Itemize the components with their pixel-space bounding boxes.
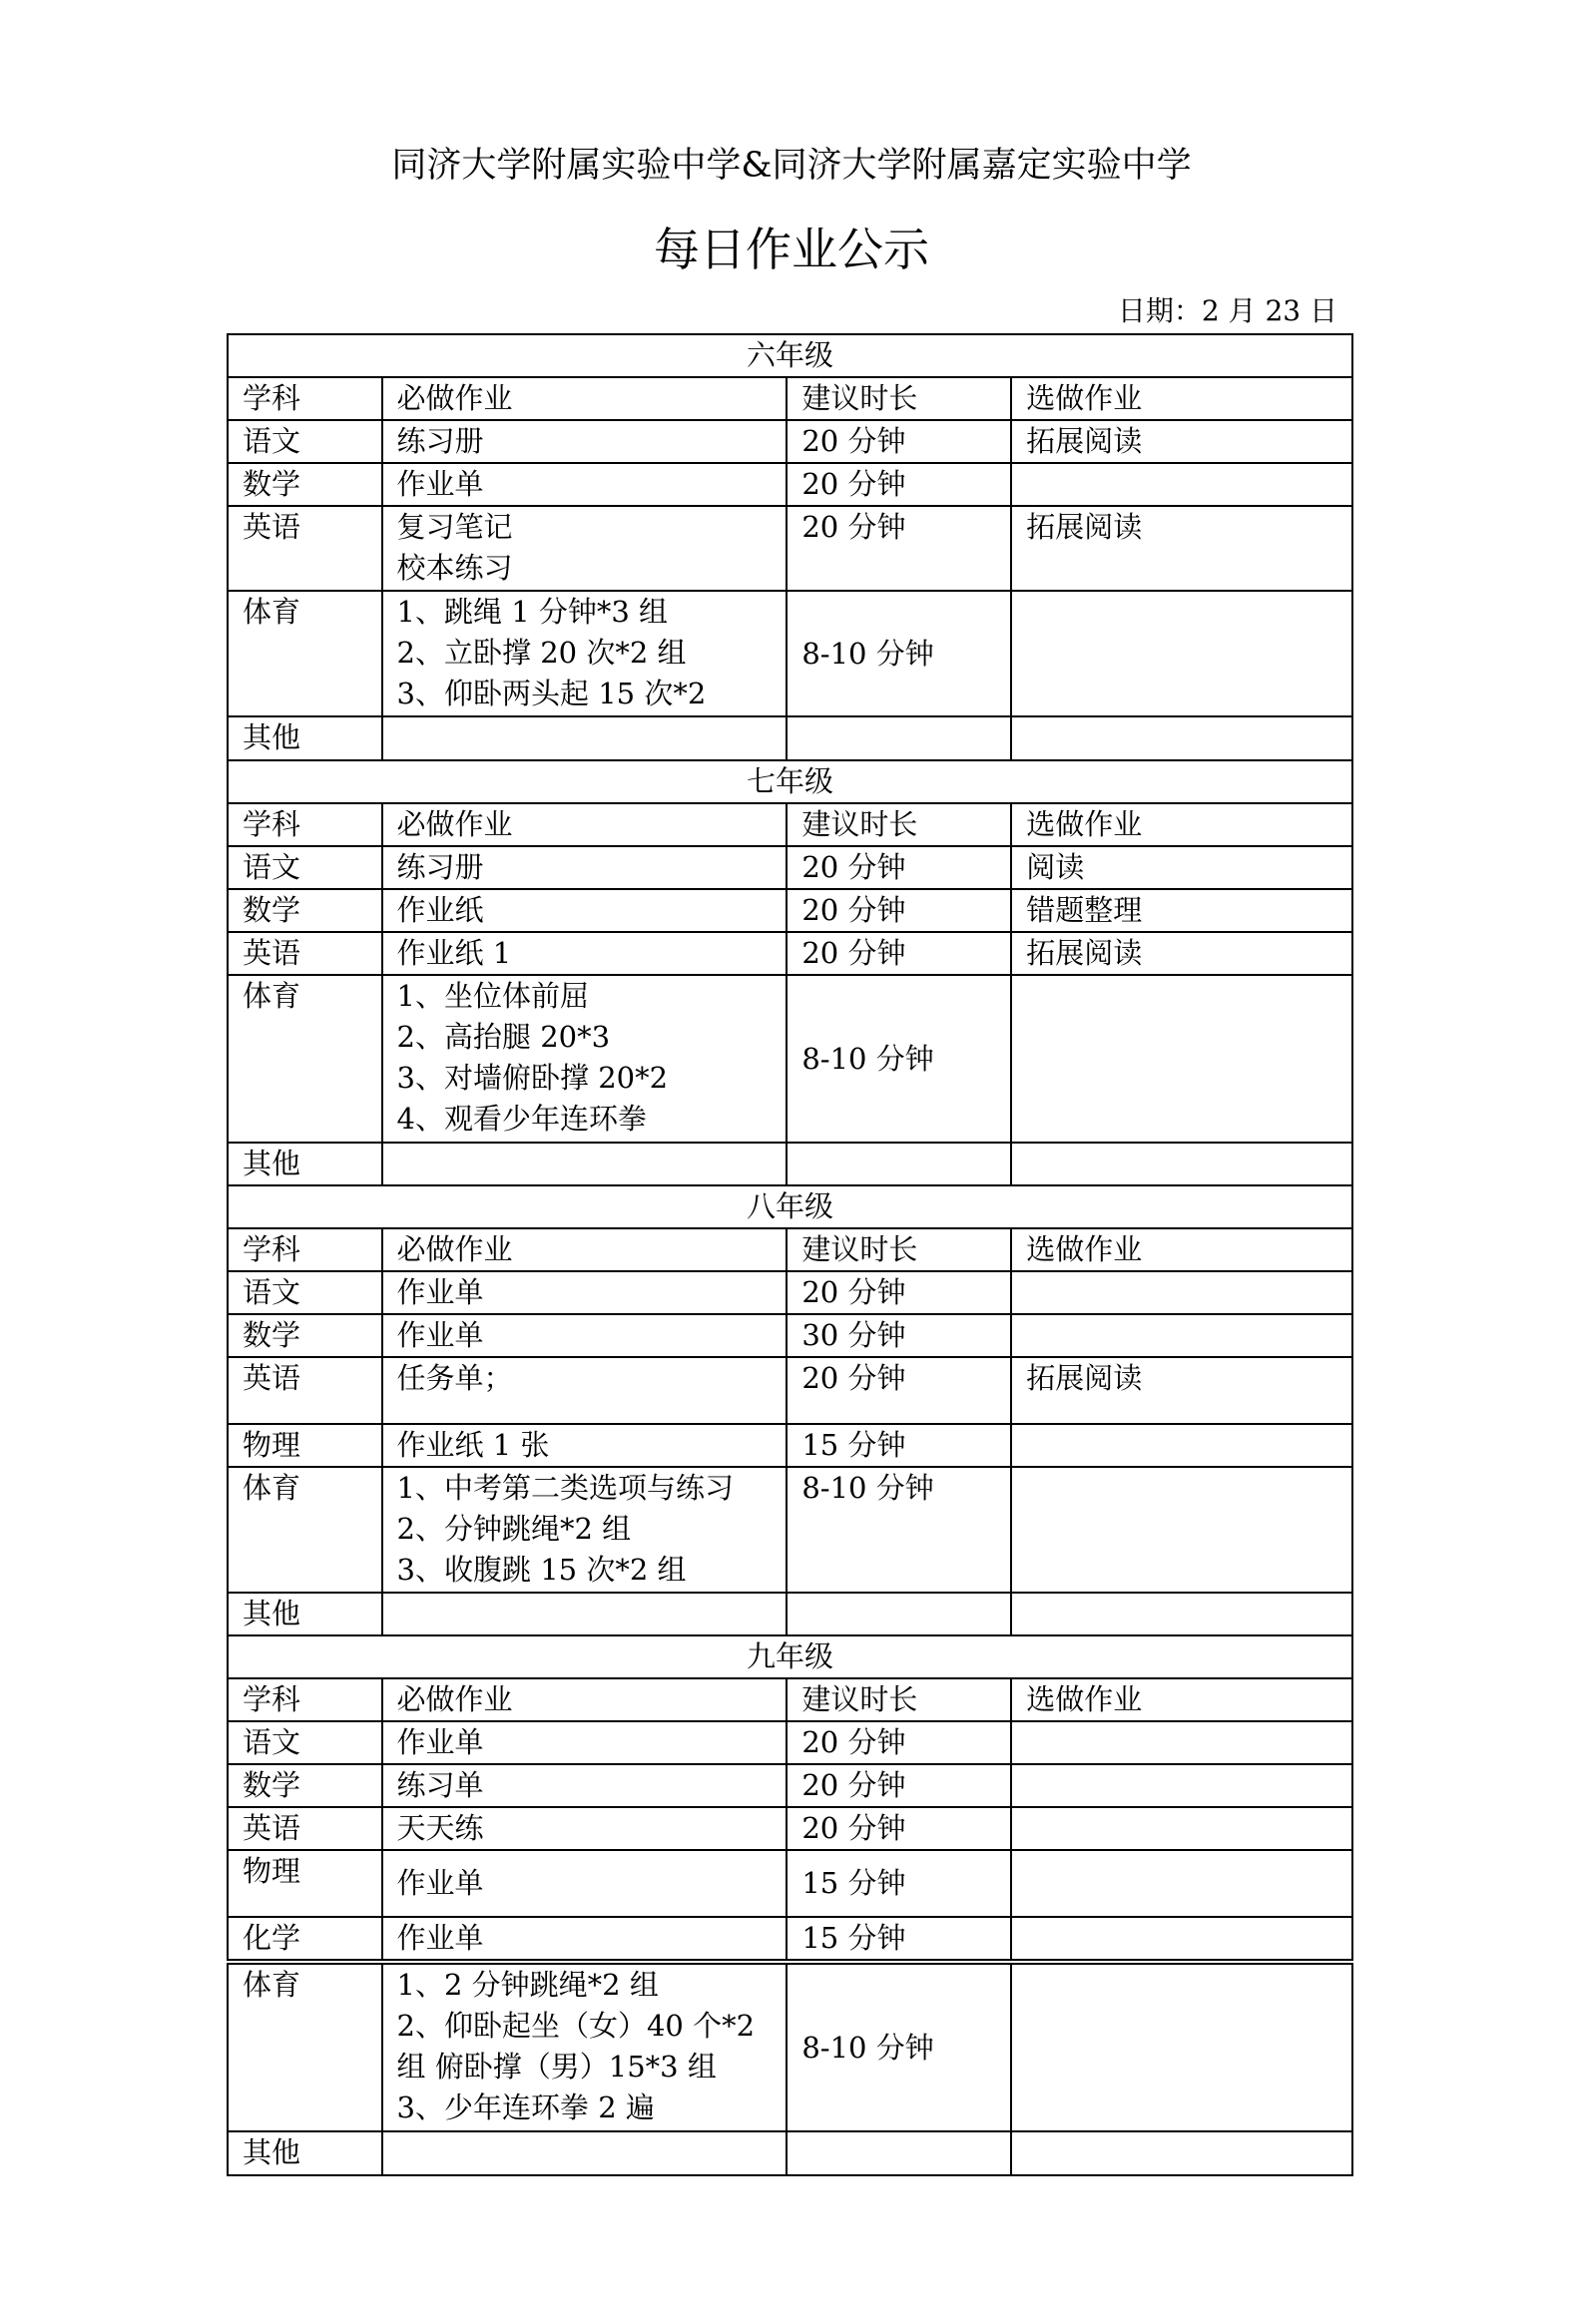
col-header-subject: 学科 xyxy=(228,1678,382,1721)
subject-cell: 英语 xyxy=(228,1807,382,1850)
col-header-subject: 学科 xyxy=(228,803,382,846)
duration-cell: 20 分钟 xyxy=(787,1721,1011,1764)
grade-header-row xyxy=(228,1185,1352,1228)
optional-cell: 阅读 xyxy=(1011,846,1352,889)
subject-cell: 英语 xyxy=(228,932,382,975)
col-header-required: 必做作业 xyxy=(382,1678,788,1721)
required-cell: 练习册 xyxy=(382,420,788,463)
table-row xyxy=(228,846,1352,889)
col-header-required: 必做作业 xyxy=(382,377,788,420)
table-row xyxy=(228,716,1352,760)
subject-cell: 英语 xyxy=(228,1357,382,1424)
grade-title: 七年级 xyxy=(228,760,1352,803)
required-line: 3、仰卧两头起 15 次*2 xyxy=(396,677,707,710)
duration-cell: 20 分钟 xyxy=(787,889,1011,932)
subject-cell: 其他 xyxy=(228,1593,382,1635)
subject-cell: 语文 xyxy=(228,1721,382,1764)
duration-cell xyxy=(787,1593,1011,1635)
subject-cell: 物理 xyxy=(228,1850,382,1917)
school-name-heading: 同济大学附属实验中学&同济大学附属嘉定实验中学 xyxy=(391,146,1192,186)
duration-cell: 20 分钟 xyxy=(787,1764,1011,1807)
optional-cell xyxy=(1011,1467,1352,1593)
required-cell: 作业纸 xyxy=(382,889,788,932)
subject-cell: 物理 xyxy=(228,1424,382,1467)
table-row xyxy=(228,1964,1352,2131)
col-header-duration: 建议时长 xyxy=(787,1228,1011,1271)
optional-cell: 拓展阅读 xyxy=(1011,932,1352,975)
column-header-row xyxy=(228,803,1352,846)
subject-cell: 数学 xyxy=(228,1764,382,1807)
duration-cell: 20 分钟 xyxy=(787,932,1011,975)
duration-cell: 15 分钟 xyxy=(787,1424,1011,1467)
required-cell xyxy=(382,975,788,1143)
homework-table-continued xyxy=(227,1963,1353,2176)
required-cell: 作业单 xyxy=(382,1721,788,1764)
table-row xyxy=(228,1764,1352,1807)
table-row xyxy=(228,420,1352,463)
page-title: 每日作业公示 xyxy=(654,223,929,276)
column-header-row xyxy=(228,377,1352,420)
table-row xyxy=(228,1467,1352,1593)
required-line: 1、跳绳 1 分钟*3 组 xyxy=(396,595,669,629)
table-row xyxy=(228,1314,1352,1357)
optional-cell xyxy=(1011,716,1352,760)
optional-cell xyxy=(1011,1593,1352,1635)
required-cell: 作业单 xyxy=(382,1271,788,1314)
table-row xyxy=(228,1357,1352,1424)
subject-cell: 体育 xyxy=(228,1467,382,1593)
table-row xyxy=(228,1807,1352,1850)
date-label: 日期：2 月 23 日 xyxy=(1117,294,1337,327)
grade-header-row xyxy=(228,760,1352,803)
required-cell xyxy=(382,716,788,760)
table-row xyxy=(228,932,1352,975)
required-cell: 作业单 xyxy=(382,1314,788,1357)
table-row xyxy=(228,1850,1352,1917)
required-cell: 作业纸 1 张 xyxy=(382,1424,788,1467)
col-header-subject: 学科 xyxy=(228,377,382,420)
required-line: 4、观看少年连环拳 xyxy=(396,1102,647,1136)
duration-cell: 8-10 分钟 xyxy=(787,591,1011,716)
optional-cell xyxy=(1011,1424,1352,1467)
table-row xyxy=(228,1424,1352,1467)
grade-title: 九年级 xyxy=(228,1635,1352,1678)
required-line: 3、对墙俯卧撑 20*2 xyxy=(396,1061,669,1095)
optional-cell: 拓展阅读 xyxy=(1011,1357,1352,1424)
col-header-required: 必做作业 xyxy=(382,803,788,846)
duration-cell: 20 分钟 xyxy=(787,846,1011,889)
required-line: 2、立卧撑 20 次*2 组 xyxy=(396,636,687,670)
table-row xyxy=(228,889,1352,932)
subject-cell: 体育 xyxy=(228,591,382,716)
table-row xyxy=(228,591,1352,716)
subject-cell: 数学 xyxy=(228,889,382,932)
subject-cell: 语文 xyxy=(228,846,382,889)
required-line: 复习笔记 xyxy=(396,510,513,544)
col-header-duration: 建议时长 xyxy=(787,803,1011,846)
table-row xyxy=(228,1593,1352,1635)
required-line: 2、仰卧起坐（女）40 个*2 xyxy=(396,2009,756,2043)
optional-cell xyxy=(1011,1917,1352,1960)
required-cell: 作业单 xyxy=(382,1850,788,1917)
subject-cell: 数学 xyxy=(228,463,382,506)
optional-cell: 错题整理 xyxy=(1011,889,1352,932)
subject-cell: 英语 xyxy=(228,506,382,591)
subject-cell: 化学 xyxy=(228,1917,382,1960)
table-row xyxy=(228,1271,1352,1314)
duration-cell: 20 分钟 xyxy=(787,506,1011,591)
table-row xyxy=(228,506,1352,591)
required-line: 1、中考第二类选项与练习 xyxy=(396,1471,734,1505)
required-cell: 练习册 xyxy=(382,846,788,889)
column-header-row xyxy=(228,1228,1352,1271)
duration-cell: 30 分钟 xyxy=(787,1314,1011,1357)
optional-cell xyxy=(1011,1807,1352,1850)
subject-cell: 其他 xyxy=(228,716,382,760)
required-line: 3、收腹跳 15 次*2 组 xyxy=(396,1553,687,1587)
duration-cell: 8-10 分钟 xyxy=(787,975,1011,1143)
table-row xyxy=(228,975,1352,1143)
required-cell: 任务单； xyxy=(382,1357,788,1424)
optional-cell xyxy=(1011,463,1352,506)
optional-cell xyxy=(1011,1271,1352,1314)
optional-cell xyxy=(1011,591,1352,716)
required-cell xyxy=(382,1593,788,1635)
subject-cell: 语文 xyxy=(228,420,382,463)
col-header-required: 必做作业 xyxy=(382,1228,788,1271)
required-line: 3、少年连环拳 2 遍 xyxy=(396,2091,655,2124)
required-cell xyxy=(382,1964,788,2131)
table-row xyxy=(228,1917,1352,1960)
col-header-optional: 选做作业 xyxy=(1011,377,1352,420)
required-cell: 练习单 xyxy=(382,1764,788,1807)
duration-cell: 20 分钟 xyxy=(787,420,1011,463)
required-line: 校本练习 xyxy=(396,551,513,585)
table-row xyxy=(228,1143,1352,1185)
duration-cell: 15 分钟 xyxy=(787,1850,1011,1917)
subject-cell: 语文 xyxy=(228,1271,382,1314)
optional-cell xyxy=(1011,1143,1352,1185)
optional-cell xyxy=(1011,1764,1352,1807)
column-header-row xyxy=(228,1678,1352,1721)
duration-cell xyxy=(787,2131,1011,2175)
optional-cell: 拓展阅读 xyxy=(1011,420,1352,463)
duration-cell: 15 分钟 xyxy=(787,1917,1011,1960)
optional-cell xyxy=(1011,1964,1352,2131)
duration-cell xyxy=(787,716,1011,760)
duration-cell: 8-10 分钟 xyxy=(787,1467,1011,1593)
optional-cell xyxy=(1011,2131,1352,2175)
duration-cell xyxy=(787,1143,1011,1185)
table-row xyxy=(228,2131,1352,2175)
duration-cell: 20 分钟 xyxy=(787,1271,1011,1314)
required-line: 1、坐位体前屈 xyxy=(396,979,589,1013)
required-cell: 天天练 xyxy=(382,1807,788,1850)
optional-cell xyxy=(1011,1314,1352,1357)
grade-header-row xyxy=(228,334,1352,377)
subject-cell: 其他 xyxy=(228,2131,382,2175)
subject-cell: 体育 xyxy=(228,1964,382,2131)
required-cell: 作业单 xyxy=(382,1917,788,1960)
required-line: 组 俯卧撑（男）15*3 组 xyxy=(396,2050,717,2084)
grade-title: 八年级 xyxy=(228,1185,1352,1228)
grade-title: 六年级 xyxy=(228,334,1352,377)
duration-cell: 20 分钟 xyxy=(787,1357,1011,1424)
homework-table xyxy=(227,333,1353,1961)
required-cell xyxy=(382,2131,788,2175)
col-header-duration: 建议时长 xyxy=(787,1678,1011,1721)
required-cell: 作业单 xyxy=(382,463,788,506)
required-line: 2、分钟跳绳*2 组 xyxy=(396,1512,632,1546)
required-line: 2、高抬腿 20*3 xyxy=(396,1020,611,1054)
col-header-optional: 选做作业 xyxy=(1011,1228,1352,1271)
col-header-optional: 选做作业 xyxy=(1011,1678,1352,1721)
optional-cell xyxy=(1011,1850,1352,1917)
subject-cell: 数学 xyxy=(228,1314,382,1357)
col-header-duration: 建议时长 xyxy=(787,377,1011,420)
optional-cell xyxy=(1011,975,1352,1143)
col-header-optional: 选做作业 xyxy=(1011,803,1352,846)
duration-cell: 8-10 分钟 xyxy=(787,1964,1011,2131)
subject-cell: 体育 xyxy=(228,975,382,1143)
subject-cell: 其他 xyxy=(228,1143,382,1185)
optional-cell xyxy=(1011,1721,1352,1764)
required-cell xyxy=(382,506,788,591)
duration-cell: 20 分钟 xyxy=(787,1807,1011,1850)
optional-cell: 拓展阅读 xyxy=(1011,506,1352,591)
grade-header-row xyxy=(228,1635,1352,1678)
required-line: 1、2 分钟跳绳*2 组 xyxy=(396,1968,659,2002)
required-cell xyxy=(382,1143,788,1185)
duration-cell: 20 分钟 xyxy=(787,463,1011,506)
required-cell: 作业纸 1 xyxy=(382,932,788,975)
required-cell xyxy=(382,1467,788,1593)
table-row xyxy=(228,1721,1352,1764)
table-row xyxy=(228,463,1352,506)
required-cell xyxy=(382,591,788,716)
col-header-subject: 学科 xyxy=(228,1228,382,1271)
